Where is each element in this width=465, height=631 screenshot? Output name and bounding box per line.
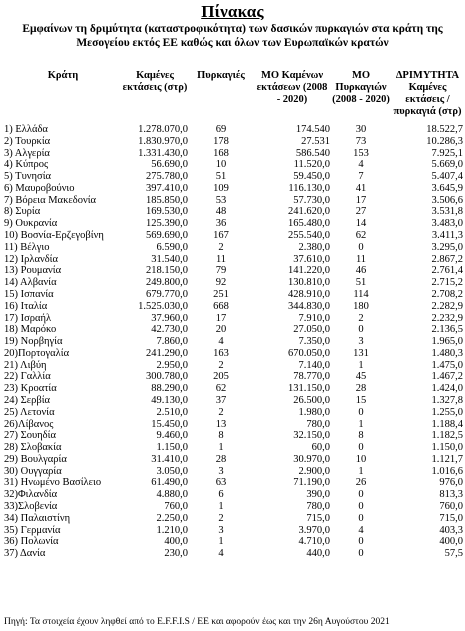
table-row — [4, 525, 463, 537]
table-row — [4, 489, 463, 501]
cell-fires: 17 — [215, 312, 227, 324]
cell-burned-area: 1.525.030,0 — [138, 300, 188, 312]
cell-burned-area: 1.278.070,0 — [138, 124, 188, 135]
cell-country: 15) Ισπανία — [4, 288, 54, 300]
cell-intensity: 1.121,7 — [431, 453, 463, 465]
table-row — [4, 124, 463, 136]
fire-intensity-table — [4, 70, 463, 560]
cell-burned-area: 760,0 — [164, 501, 188, 512]
cell-avg-fires: 0 — [358, 501, 364, 512]
cell-avg-burned-area: 780,0 — [306, 418, 330, 430]
cell-fires: 2 — [218, 359, 224, 371]
cell-fires: 37 — [215, 394, 227, 406]
cell-intensity: 813,3 — [439, 489, 463, 501]
cell-burned-area: 2.250,0 — [156, 512, 188, 524]
table-row — [4, 371, 463, 383]
cell-burned-area: 218.150,0 — [146, 265, 188, 277]
table-row — [4, 230, 463, 242]
cell-country: 35) Γερμανία — [4, 524, 61, 536]
cell-intensity: 10.286,3 — [426, 135, 463, 147]
table-row — [4, 206, 463, 218]
cell-country: 3) Αλγερία — [4, 147, 50, 159]
cell-intensity: 2.867,2 — [431, 253, 463, 265]
cell-avg-fires: 0 — [358, 489, 364, 501]
cell-avg-fires: 45 — [355, 371, 367, 383]
table-row — [4, 442, 463, 454]
cell-country: 21) Λιβύη — [4, 359, 47, 371]
cell-country: 18) Μαρόκο — [4, 324, 57, 336]
cell-avg-fires: 0 — [358, 442, 364, 454]
cell-intensity: 2.282,9 — [431, 300, 463, 312]
table-row — [4, 477, 463, 489]
cell-avg-burned-area: 174.540 — [295, 124, 330, 135]
cell-country: 19) Νορβηγία — [4, 336, 63, 348]
cell-burned-area: 169.530,0 — [146, 206, 188, 218]
cell-avg-fires: 10 — [355, 453, 367, 465]
page-subtitle — [8, 22, 457, 50]
cell-intensity: 1.475,0 — [431, 359, 463, 371]
cell-intensity: 3.411,3 — [431, 230, 463, 242]
cell-avg-fires: 4 — [358, 524, 364, 536]
cell-burned-area: 300.780,0 — [146, 371, 188, 383]
cell-burned-area: 397.410,0 — [146, 182, 188, 194]
cell-intensity: 1.016,6 — [431, 465, 463, 477]
cell-burned-area: 49.130,0 — [151, 394, 188, 406]
cell-country: 13) Ρουμανία — [4, 265, 62, 277]
cell-avg-burned-area: 37.610,0 — [293, 253, 330, 265]
subtitle-line-1: Εμφαίνων τη δριμύτητα (καταστροφικότητα) των δασικών πυρκαγιών στα κράτη της — [22, 23, 443, 35]
cell-burned-area: 1.150,0 — [156, 442, 188, 454]
cell-fires: 2 — [218, 406, 224, 418]
table-row — [4, 419, 463, 431]
cell-avg-burned-area: 344.830,0 — [288, 300, 330, 312]
cell-intensity: 3.295,0 — [431, 241, 463, 253]
cell-intensity: 976,0 — [439, 477, 463, 489]
cell-avg-burned-area: 715,0 — [306, 512, 330, 524]
cell-intensity: 3.645,9 — [431, 182, 463, 194]
cell-fires: 48 — [215, 206, 227, 218]
table-row — [4, 348, 463, 360]
subtitle-line-2: Μεσογείου εκτός ΕΕ καθώς και όλων των Ευρωπαϊκών κρατών — [76, 37, 389, 49]
cell-fires: 51 — [215, 171, 227, 183]
cell-fires: 79 — [215, 265, 227, 277]
table-row — [4, 183, 463, 195]
table-row — [4, 313, 463, 325]
cell-burned-area: 6.590,0 — [156, 241, 188, 253]
cell-intensity: 715,0 — [439, 512, 463, 524]
cell-fires: 2 — [218, 512, 224, 524]
cell-avg-fires: 114 — [353, 288, 369, 300]
table-row — [4, 254, 463, 266]
table-row — [4, 383, 463, 395]
cell-fires: 167 — [213, 230, 229, 242]
cell-country: 29) Βουλγαρία — [4, 453, 67, 465]
cell-avg-burned-area: 141.220,0 — [288, 265, 330, 277]
cell-fires: 163 — [213, 347, 229, 359]
cell-avg-fires: 62 — [355, 230, 367, 242]
cell-burned-area: 241.290,0 — [146, 347, 188, 359]
cell-intensity: 1.424,0 — [431, 383, 463, 395]
cell-avg-fires: 153 — [353, 147, 369, 159]
table-row — [4, 395, 463, 407]
cell-avg-burned-area: 670.050,0 — [288, 347, 330, 359]
cell-fires: 1 — [218, 536, 224, 548]
cell-avg-fires: 11 — [355, 253, 367, 265]
cell-avg-burned-area: 428.910,0 — [288, 288, 330, 300]
cell-avg-burned-area: 255.540,0 — [288, 230, 330, 242]
table-row — [4, 454, 463, 466]
cell-fires: 3 — [218, 524, 224, 536]
cell-intensity: 403,3 — [439, 524, 463, 536]
table-row — [4, 242, 463, 254]
cell-fires: 20 — [215, 324, 227, 336]
cell-avg-burned-area: 780,0 — [306, 501, 330, 512]
cell-country: 25) Λετονία — [4, 406, 55, 418]
cell-intensity: 1.255,0 — [431, 406, 463, 418]
table-row — [4, 536, 463, 548]
cell-fires: 6 — [218, 489, 224, 501]
cell-avg-fires: 46 — [355, 265, 367, 277]
cell-avg-fires: 1 — [358, 465, 364, 477]
cell-burned-area: 4.880,0 — [156, 489, 188, 501]
table-row — [4, 136, 463, 148]
cell-avg-burned-area: 30.970,0 — [293, 453, 330, 465]
cell-avg-fires: 1 — [358, 359, 364, 371]
cell-intensity: 2.136,5 — [431, 324, 463, 336]
cell-country: 4) Κύπρος — [4, 159, 49, 171]
cell-country: 33)Σλοβενία — [4, 501, 58, 512]
cell-avg-burned-area: 71.190,0 — [293, 477, 330, 489]
cell-country: 28) Σλοβακία — [4, 442, 62, 454]
cell-intensity: 57,5 — [444, 548, 463, 560]
cell-intensity: 2.708,2 — [431, 288, 463, 300]
cell-avg-fires: 41 — [355, 182, 367, 194]
cell-country: 37) Δανία — [4, 548, 46, 560]
cell-burned-area: 275.780,0 — [146, 171, 188, 183]
cell-fires: 11 — [215, 253, 227, 265]
cell-avg-burned-area: 2.900,0 — [298, 465, 330, 477]
cell-fires: 205 — [213, 371, 229, 383]
header-intensity: ΔΡΙΜΥΤΗΤΑ Καμένες εκτάσεις / πυρκαγιά (στρ) — [393, 70, 462, 117]
cell-fires: 2 — [218, 241, 224, 253]
cell-avg-burned-area: 78.770,0 — [293, 371, 330, 383]
cell-intensity: 3.506,6 — [431, 194, 463, 206]
cell-intensity: 3.483,0 — [431, 218, 463, 230]
table-row — [4, 218, 463, 230]
cell-fires: 251 — [213, 288, 229, 300]
cell-country: 6) Μαυροβούνιο — [4, 182, 75, 194]
cell-intensity: 2.232,9 — [431, 312, 463, 324]
header-avg-fires: ΜΟ Πυρκαγιών (2008 - 2020) — [332, 70, 390, 105]
cell-burned-area: 1.331.430,0 — [138, 147, 188, 159]
cell-avg-burned-area: 32.150,0 — [293, 430, 330, 442]
table-row — [4, 513, 463, 525]
cell-burned-area: 185.850,0 — [146, 194, 188, 206]
cell-intensity: 400,0 — [439, 536, 463, 548]
table-row — [4, 171, 463, 183]
cell-avg-burned-area: 7.140,0 — [298, 359, 330, 371]
cell-fires: 13 — [215, 418, 227, 430]
cell-country: 34) Παλαιστίνη — [4, 512, 71, 524]
cell-avg-fires: 0 — [358, 324, 364, 336]
cell-avg-burned-area: 165.480,0 — [288, 218, 330, 230]
cell-fires: 92 — [215, 277, 227, 289]
cell-intensity: 1.480,3 — [431, 347, 463, 359]
cell-intensity: 18.522,7 — [426, 124, 463, 135]
cell-country: 16) Ιταλία — [4, 300, 48, 312]
cell-intensity: 2.715,2 — [431, 277, 463, 289]
cell-country: 2) Τουρκία — [4, 135, 51, 147]
cell-avg-burned-area: 130.810,0 — [288, 277, 330, 289]
cell-fires: 1 — [218, 501, 224, 512]
cell-country: 17) Ισραήλ — [4, 312, 52, 324]
cell-avg-fires: 14 — [355, 218, 367, 230]
cell-country: 23) Κροατία — [4, 383, 57, 395]
cell-burned-area: 3.050,0 — [156, 465, 188, 477]
header-country: Κράτη — [47, 70, 79, 81]
table-row — [4, 360, 463, 372]
table-row — [4, 277, 463, 289]
cell-burned-area: 42.730,0 — [151, 324, 188, 336]
cell-avg-burned-area: 241.620,0 — [288, 206, 330, 218]
cell-country: 9) Ουκρανία — [4, 218, 58, 230]
table-row — [4, 430, 463, 442]
cell-fires: 10 — [215, 159, 227, 171]
cell-burned-area: 2.950,0 — [156, 359, 188, 371]
cell-burned-area: 230,0 — [164, 548, 188, 560]
cell-avg-fires: 73 — [355, 135, 367, 147]
cell-fires: 53 — [215, 194, 227, 206]
cell-avg-fires: 27 — [355, 206, 367, 218]
table-row — [4, 324, 463, 336]
cell-avg-fires: 26 — [355, 477, 367, 489]
cell-avg-burned-area: 131.150,0 — [288, 383, 330, 395]
cell-avg-burned-area: 7.910,0 — [298, 312, 330, 324]
cell-avg-burned-area: 27.050,0 — [293, 324, 330, 336]
cell-country: 12) Ιρλανδία — [4, 253, 58, 265]
cell-avg-fires: 131 — [353, 347, 369, 359]
cell-avg-fires: 51 — [355, 277, 367, 289]
table-body — [4, 124, 463, 560]
cell-country: 32)Φιλανδία — [4, 489, 58, 501]
cell-burned-area: 249.800,0 — [146, 277, 188, 289]
table-header — [4, 70, 463, 124]
cell-burned-area: 56.690,0 — [151, 159, 188, 171]
header-fires: Πυρκαγιές — [197, 70, 245, 81]
cell-intensity: 1.965,0 — [431, 336, 463, 348]
table-row — [4, 407, 463, 419]
cell-burned-area: 9.460,0 — [156, 430, 188, 442]
cell-fires: 36 — [215, 218, 227, 230]
cell-burned-area: 1.210,0 — [156, 524, 188, 536]
cell-burned-area: 2.510,0 — [156, 406, 188, 418]
cell-avg-burned-area: 2.380,0 — [298, 241, 330, 253]
cell-avg-fires: 0 — [358, 512, 364, 524]
cell-intensity: 1.150,0 — [431, 442, 463, 454]
cell-intensity: 760,0 — [439, 501, 463, 512]
cell-burned-area: 15.450,0 — [151, 418, 188, 430]
table-row — [4, 159, 463, 171]
cell-avg-fires: 15 — [355, 394, 367, 406]
cell-fires: 168 — [213, 147, 229, 159]
cell-avg-burned-area: 116.130,0 — [288, 182, 330, 194]
cell-intensity: 5.669,0 — [431, 159, 463, 171]
cell-country: 5) Τυνησία — [4, 171, 52, 183]
cell-fires: 8 — [218, 430, 224, 442]
cell-avg-burned-area: 60,0 — [311, 442, 330, 454]
cell-avg-burned-area: 4.710,0 — [298, 536, 330, 548]
cell-fires: 4 — [218, 336, 224, 348]
cell-country: 22) Γαλλία — [4, 371, 51, 383]
cell-avg-burned-area: 27.531 — [301, 135, 330, 147]
page-title: Πίνακας — [201, 2, 264, 21]
cell-avg-fires: 2 — [358, 312, 364, 324]
cell-avg-burned-area: 59.450,0 — [293, 171, 330, 183]
table-row — [4, 265, 463, 277]
cell-burned-area: 7.860,0 — [156, 336, 188, 348]
cell-avg-fires: 28 — [355, 383, 367, 395]
cell-country: 20)Πορτογαλία — [4, 347, 70, 359]
table-row — [4, 148, 463, 160]
cell-avg-fires: 7 — [358, 171, 364, 183]
cell-burned-area: 88.290,0 — [151, 383, 188, 395]
cell-country: 14) Αλβανία — [4, 277, 57, 289]
cell-avg-fires: 180 — [353, 300, 369, 312]
table-row — [4, 336, 463, 348]
cell-intensity: 7.925,1 — [431, 147, 463, 159]
cell-avg-fires: 0 — [358, 536, 364, 548]
cell-intensity: 5.407,4 — [431, 171, 463, 183]
table-row — [4, 195, 463, 207]
cell-avg-burned-area: 390,0 — [306, 489, 330, 501]
cell-avg-fires: 30 — [355, 124, 367, 135]
cell-fires: 69 — [215, 124, 227, 135]
table-row — [4, 466, 463, 478]
cell-avg-burned-area: 3.970,0 — [298, 524, 330, 536]
cell-fires: 668 — [213, 300, 229, 312]
cell-fires: 109 — [213, 182, 229, 194]
cell-avg-fires: 3 — [358, 336, 364, 348]
cell-avg-burned-area: 7.350,0 — [298, 336, 330, 348]
cell-intensity: 1.327,8 — [431, 394, 463, 406]
cell-avg-burned-area: 1.980,0 — [298, 406, 330, 418]
cell-avg-burned-area: 440,0 — [306, 548, 330, 560]
cell-avg-fires: 0 — [358, 241, 364, 253]
cell-country: 36) Πολωνία — [4, 536, 59, 548]
cell-intensity: 1.188,4 — [431, 418, 463, 430]
header-row — [4, 70, 463, 124]
cell-burned-area: 31.540,0 — [151, 253, 188, 265]
cell-intensity: 1.467,2 — [431, 371, 463, 383]
cell-burned-area: 37.960,0 — [151, 312, 188, 324]
cell-burned-area: 1.830.970,0 — [138, 135, 188, 147]
cell-avg-burned-area: 57.730,0 — [293, 194, 330, 206]
cell-avg-fires: 1 — [358, 418, 364, 430]
cell-fires: 28 — [215, 453, 227, 465]
table-row — [4, 548, 463, 560]
cell-country: 8) Συρία — [4, 206, 41, 218]
source-note: Πηγή: Τα στοιχεία έχουν ληφθεί από το E.F.F.I.S / ΕΕ και αφορούν έως και την 26η Αυγούστου 2021 — [4, 617, 390, 627]
cell-country: 11) Βέλγιο — [4, 241, 50, 253]
cell-intensity: 1.182,5 — [431, 430, 463, 442]
cell-fires: 4 — [218, 548, 224, 560]
cell-avg-fires: 4 — [358, 159, 364, 171]
cell-fires: 3 — [218, 465, 224, 477]
cell-avg-fires: 0 — [358, 406, 364, 418]
table-row — [4, 501, 463, 513]
cell-country: 7) Βόρεια Μακεδονία — [4, 194, 97, 206]
table-row — [4, 289, 463, 301]
cell-fires: 63 — [215, 477, 227, 489]
cell-avg-burned-area: 586.540 — [295, 147, 330, 159]
cell-country: 27) Σουηδία — [4, 430, 56, 442]
cell-burned-area: 125.390,0 — [146, 218, 188, 230]
cell-country: 31) Ηνωμένο Βασίλειο — [4, 477, 102, 489]
cell-fires: 178 — [213, 135, 229, 147]
header-avg-burned-area: ΜΟ Καμένων εκτάσεων (2008 - 2020) — [256, 70, 328, 105]
cell-fires: 1 — [218, 442, 224, 454]
cell-avg-fires: 8 — [358, 430, 364, 442]
cell-burned-area: 569.690,0 — [146, 230, 188, 242]
cell-avg-fires: 17 — [355, 194, 367, 206]
cell-burned-area: 31.410,0 — [151, 453, 188, 465]
cell-country: 24) Σερβία — [4, 394, 51, 406]
cell-country: 26)Λίβανος — [4, 418, 54, 430]
cell-burned-area: 679.770,0 — [146, 288, 188, 300]
cell-country: 10) Βοσνία-Ερζεγοβίνη — [4, 230, 104, 242]
table-row — [4, 301, 463, 313]
cell-burned-area: 61.490,0 — [151, 477, 188, 489]
cell-avg-burned-area: 11.520,0 — [293, 159, 330, 171]
cell-country: 1) Ελλάδα — [4, 124, 48, 135]
header-burned-area: Καμένες εκτάσεις (στρ) — [122, 70, 188, 93]
cell-intensity: 3.531,8 — [431, 206, 463, 218]
cell-intensity: 2.761,4 — [431, 265, 463, 277]
cell-avg-burned-area: 26.500,0 — [293, 394, 330, 406]
cell-avg-fires: 0 — [358, 548, 364, 560]
cell-burned-area: 400,0 — [164, 536, 188, 548]
cell-fires: 62 — [215, 383, 227, 395]
cell-country: 30) Ουγγαρία — [4, 465, 62, 477]
